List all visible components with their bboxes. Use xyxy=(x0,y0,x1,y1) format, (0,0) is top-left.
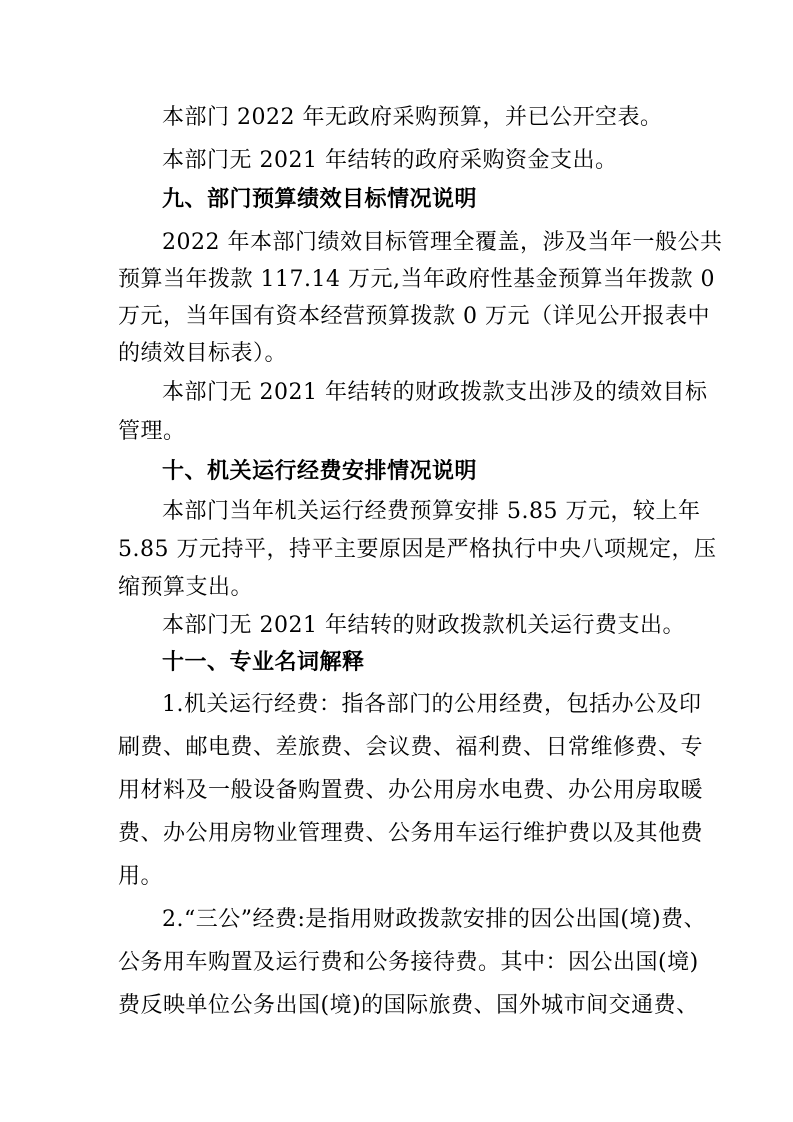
paragraph-line: 用。 xyxy=(118,864,164,889)
paragraph-line: 费反映单位公务出国(境)的国际旅费、国外城市间交通费、 xyxy=(118,993,699,1018)
paragraph-line: 1.机关运行经费：指各部门的公用经费，包括办公及印 xyxy=(162,692,702,717)
paragraph-line: 本部门无 2021 年结转的政府采购资金支出。 xyxy=(162,148,618,173)
paragraph-line: 缩预算支出。 xyxy=(118,575,254,600)
paragraph-line: 的绩效目标表）。 xyxy=(118,341,288,366)
paragraph-line: 费、办公用房物业管理费、公务用车运行维护费以及其他费 xyxy=(118,821,704,846)
paragraph-line: 刷费、邮电费、差旅费、会议费、福利费、日常维修费、专 xyxy=(118,735,704,760)
paragraph-line: 预算当年拨款 117.14 万元,当年政府性基金预算当年拨款 0 xyxy=(118,267,715,292)
paragraph-line: 万元，当年国有资本经营预算拨款 0 万元（详见公开报表中 xyxy=(118,304,710,329)
paragraph-line: 用材料及一般设备购置费、办公用房水电费、办公用房取暖 xyxy=(118,778,704,803)
paragraph-line: 本部门无 2021 年结转的财政拨款支出涉及的绩效目标 xyxy=(162,380,708,405)
paragraph-line: 本部门无 2021 年结转的财政拨款机关运行费支出。 xyxy=(162,613,685,638)
paragraph-line: 本部门 2022 年无政府采购预算，并已公开空表。 xyxy=(162,105,663,130)
section-heading: 十一、专业名词解释 xyxy=(162,650,365,675)
paragraph-line: 2.“三公”经费:是指用财政拨款安排的因公出国(境)费、 xyxy=(162,907,707,932)
paragraph-line: 2022 年本部门绩效目标管理全覆盖，涉及当年一般公共 xyxy=(162,230,723,255)
paragraph-line: 公务用车购置及运行费和公务接待费。其中：因公出国(境) xyxy=(118,950,699,975)
section-heading: 十、机关运行经费安排情况说明 xyxy=(162,459,478,484)
paragraph-line: 本部门当年机关运行经费预算安排 5.85 万元，较上年 xyxy=(162,499,701,524)
paragraph-line: 管理。 xyxy=(118,419,186,444)
section-heading: 九、部门预算绩效目标情况说明 xyxy=(162,187,478,212)
paragraph-line: 5.85 万元持平，持平主要原因是严格执行中央八项规定，压 xyxy=(118,537,717,562)
